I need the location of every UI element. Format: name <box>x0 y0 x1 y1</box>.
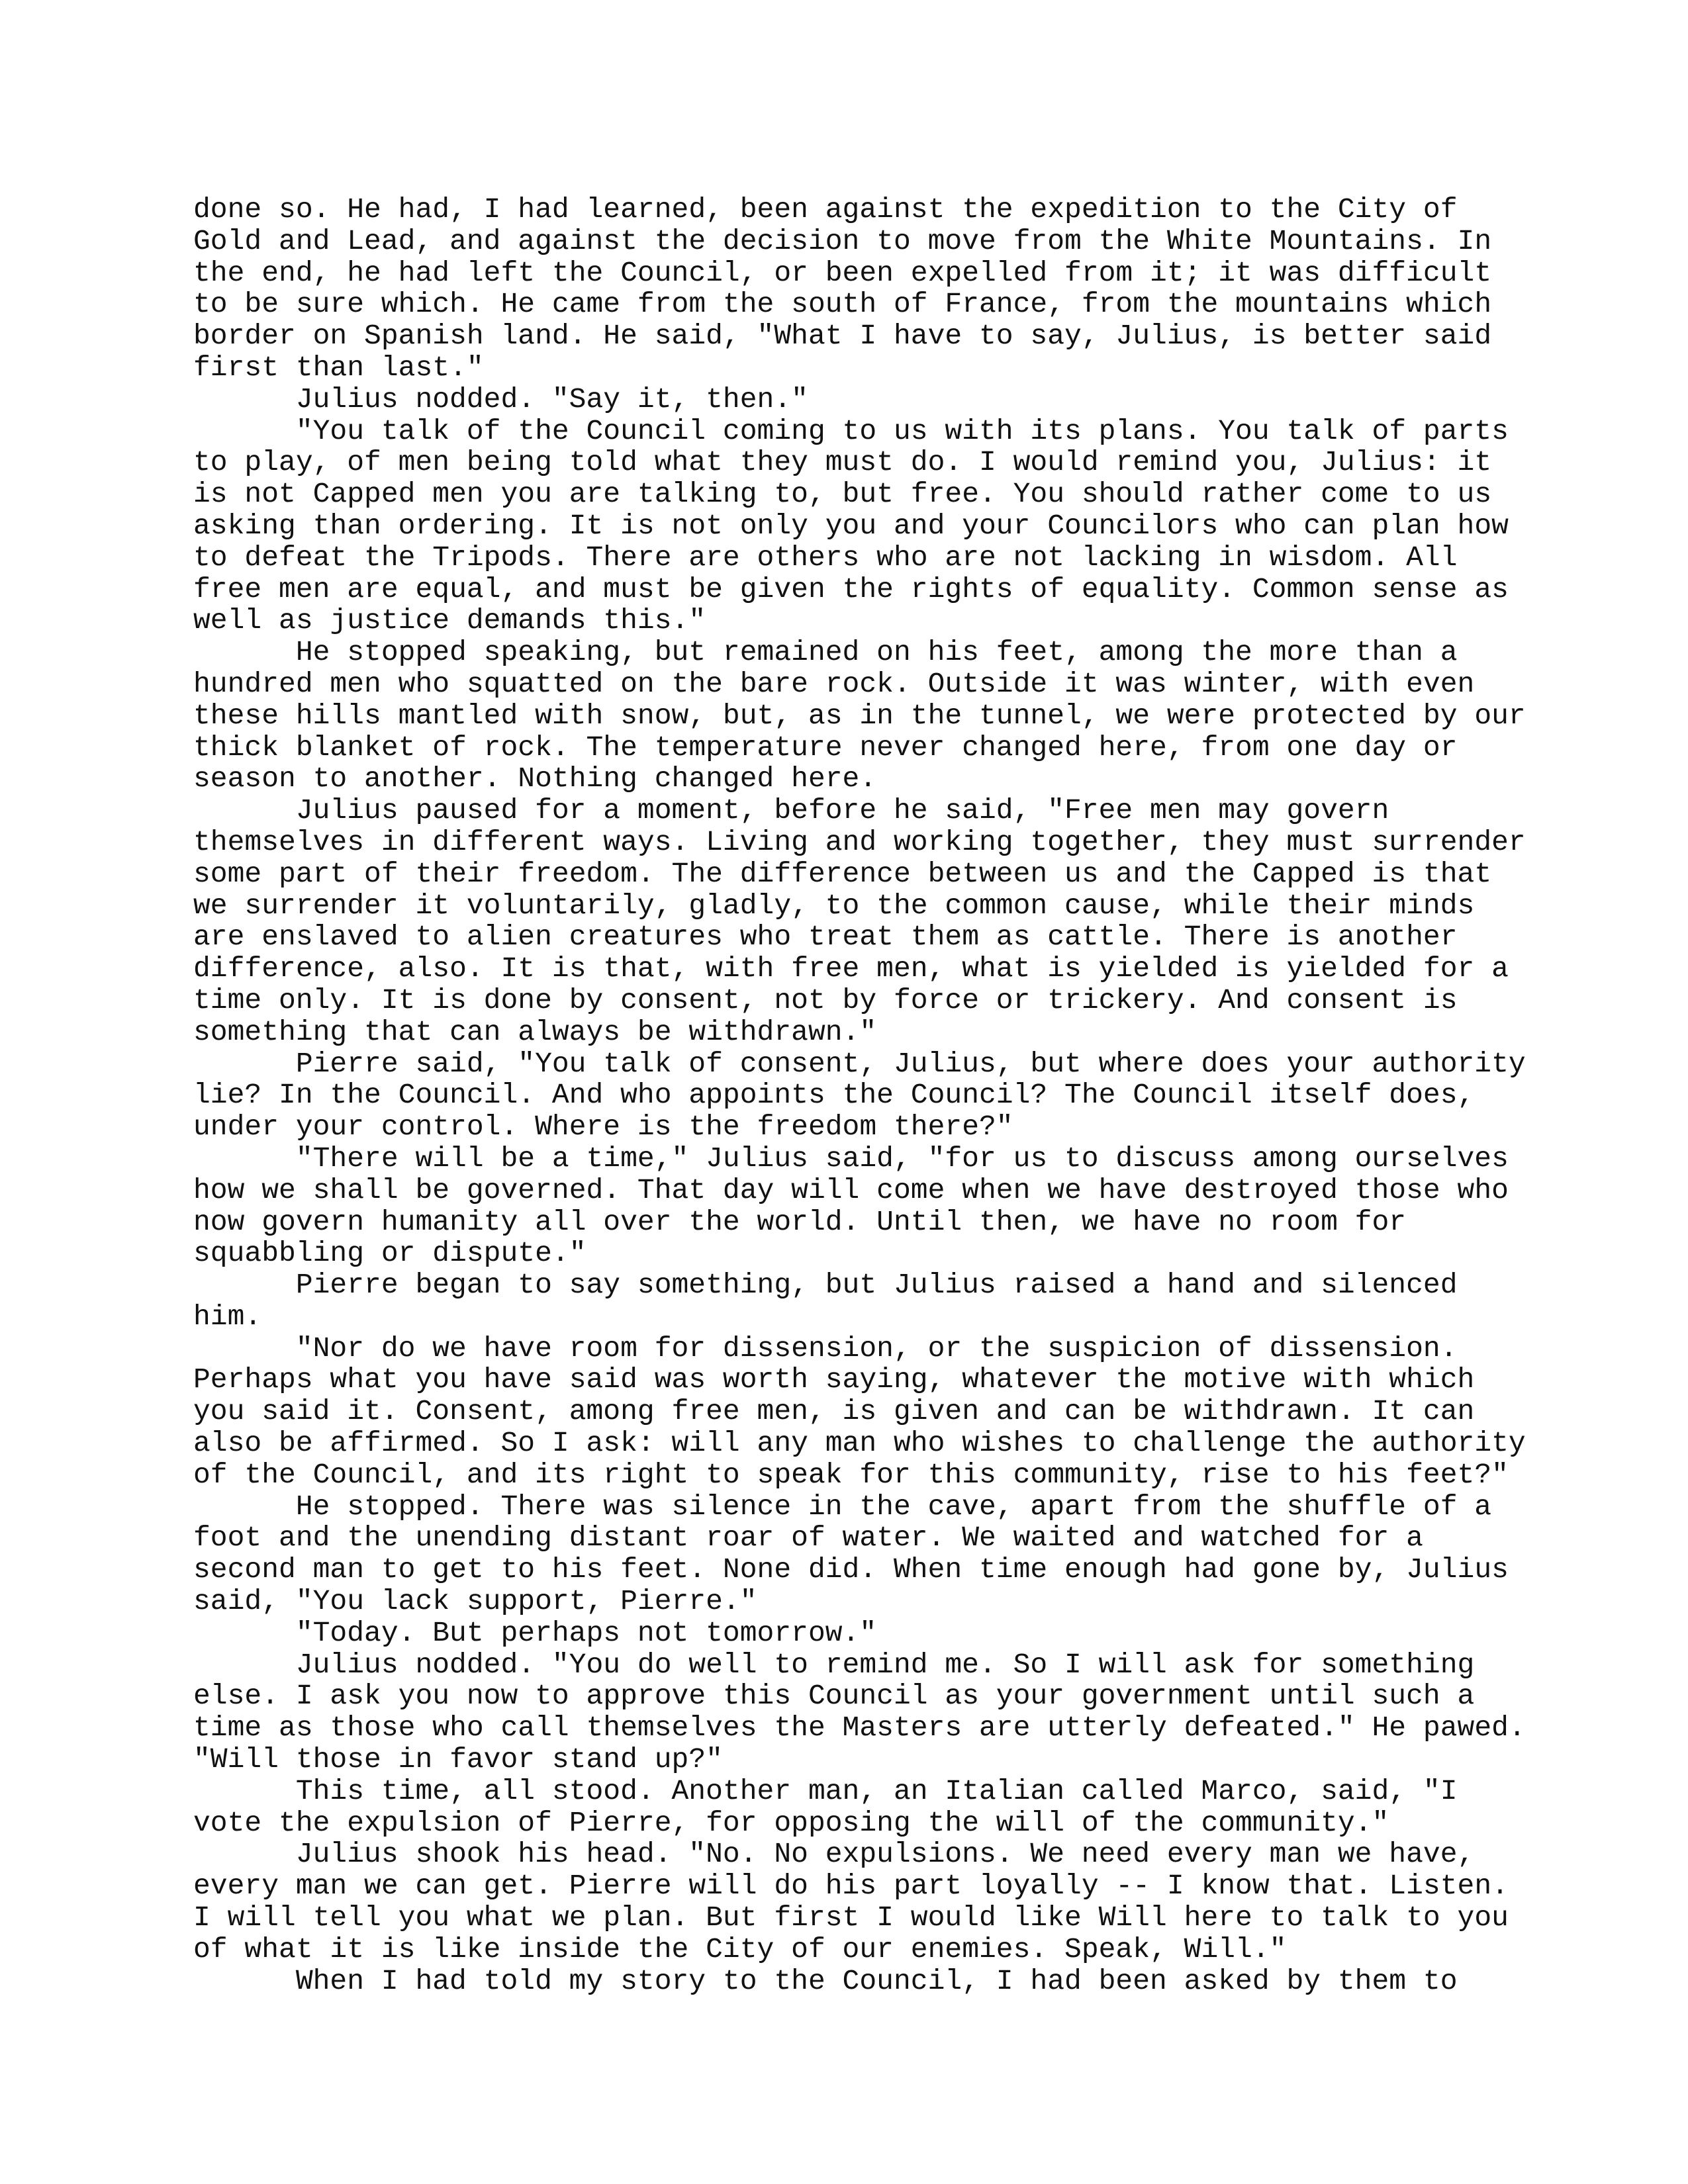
text-line: asking than ordering. It is not only you and your Councilors who can plan how <box>193 509 1509 542</box>
text-line: "Will those in favor stand up?" <box>193 1743 723 1776</box>
text-line: said, "You lack support, Pierre." <box>193 1585 757 1618</box>
text-line: to play, of men being told what they must do. I would remind you, Julius: it <box>193 446 1492 479</box>
text-line: these hills mantled with snow, but, as in the tunnel, we were protected by our <box>193 699 1526 732</box>
text-line: done so. He had, I had learned, been against the expedition to the City of <box>193 193 1458 226</box>
text-line: to be sure which. He came from the south of France, from the mountains which <box>193 288 1492 321</box>
text-line: season to another. Nothing changed here. <box>193 762 877 796</box>
text-line: every man we can get. Pierre will do his part loyally -- I know that. Listen. <box>193 1870 1509 1903</box>
text-line: He stopped. There was silence in the cave, apart from the shuffle of a <box>295 1490 1492 1523</box>
text-line: Pierre said, "You talk of consent, Julius, but where does your authority <box>295 1047 1526 1080</box>
text-line: are enslaved to alien creatures who treat them as cattle. There is another <box>193 921 1458 954</box>
text-line: I will tell you what we plan. But first I would like Will here to talk to you <box>193 1901 1509 1934</box>
text-line: Julius shook his head. "No. No expulsions. We need every man we have, <box>295 1838 1475 1871</box>
text-line: "There will be a time," Julius said, "for us to discuss among ourselves <box>295 1142 1509 1175</box>
text-line: Pierre began to say something, but Julius raised a hand and silenced <box>295 1269 1458 1302</box>
text-line: how we shall be governed. That day will come when we have destroyed those who <box>193 1173 1509 1206</box>
text-line: Gold and Lead, and against the decision to move from the White Mountains. In <box>193 224 1492 257</box>
text-line: Perhaps what you have said was worth saying, whatever the motive with which <box>193 1363 1475 1396</box>
text-line: Julius nodded. "You do well to remind me. So I will ask for something <box>295 1648 1475 1681</box>
text-line: "Today. But perhaps not tomorrow." <box>295 1616 877 1649</box>
text-line: time only. It is done by consent, not by force or trickery. And consent is <box>193 983 1458 1017</box>
text-line: vote the expulsion of Pierre, for opposing the will of the community." <box>193 1806 1389 1839</box>
text-line: free men are equal, and must be given the rights of equality. Common sense as <box>193 572 1509 606</box>
document-page <box>193 194 1650 1997</box>
text-line: first than last." <box>193 351 484 384</box>
text-line: Julius paused for a moment, before he said, "Free men may govern <box>295 794 1389 827</box>
text-line: else. I ask you now to approve this Council as your government until such a <box>193 1680 1475 1713</box>
text-line: under your control. Where is the freedom there?" <box>193 1111 1013 1144</box>
text-line: to defeat the Tripods. There are others who are not lacking in wisdom. All <box>193 541 1458 574</box>
text-line: time as those who call themselves the Masters are utterly defeated." He pawed. <box>193 1711 1526 1745</box>
text-line: border on Spanish land. He said, "What I have to say, Julius, is better said <box>193 320 1492 353</box>
text-line: "You talk of the Council coming to us with its plans. You talk of parts <box>295 414 1509 447</box>
text-line: of what it is like inside the City of our enemies. Speak, Will." <box>193 1933 1287 1966</box>
text-line: When I had told my story to the Council, I had been asked by them to <box>295 1964 1458 1997</box>
text-line: second man to get to his feet. None did. When time enough had gone by, Julius <box>193 1553 1509 1586</box>
text-line: thick blanket of rock. The temperature never changed here, from one day or <box>193 731 1458 764</box>
text-line: is not Capped men you are talking to, but free. You should rather come to us <box>193 478 1492 511</box>
text-line: well as justice demands this." <box>193 604 706 637</box>
text-line: hundred men who squatted on the bare rock. Outside it was winter, with even <box>193 667 1475 700</box>
text-line: something that can always be withdrawn." <box>193 1015 877 1048</box>
text-line: of the Council, and its right to speak for this community, rise to his feet?" <box>193 1458 1509 1491</box>
text-line: lie? In the Council. And who appoints the Council? The Council itself does, <box>193 1079 1475 1112</box>
text-line: we surrender it voluntarily, gladly, to the common cause, while their minds <box>193 889 1475 922</box>
text-line: This time, all stood. Another man, an Italian called Marco, said, "I <box>295 1774 1458 1807</box>
text-line: him. <box>193 1300 262 1333</box>
text-line: foot and the unending distant roar of water. We waited and watched for a <box>193 1522 1423 1555</box>
text-line: He stopped speaking, but remained on his feet, among the more than a <box>295 636 1458 669</box>
text-line: now govern humanity all over the world. Until then, we have no room for <box>193 1205 1407 1238</box>
text-line: themselves in different ways. Living and working together, they must surrender <box>193 825 1526 858</box>
text-line: Julius nodded. "Say it, then." <box>295 383 808 416</box>
text-line: squabbling or dispute." <box>193 1237 586 1270</box>
text-line: some part of their freedom. The difference between us and the Capped is that <box>193 857 1492 890</box>
text-line: also be affirmed. So I ask: will any man who wishes to challenge the authority <box>193 1427 1526 1460</box>
text-line: difference, also. It is that, with free men, what is yielded is yielded for a <box>193 952 1509 985</box>
text-line: you said it. Consent, among free men, is given and can be withdrawn. It can <box>193 1395 1475 1428</box>
text-line: the end, he had left the Council, or been expelled from it; it was difficult <box>193 256 1492 289</box>
text-line: "Nor do we have room for dissension, or the suspicion of dissension. <box>295 1332 1458 1365</box>
